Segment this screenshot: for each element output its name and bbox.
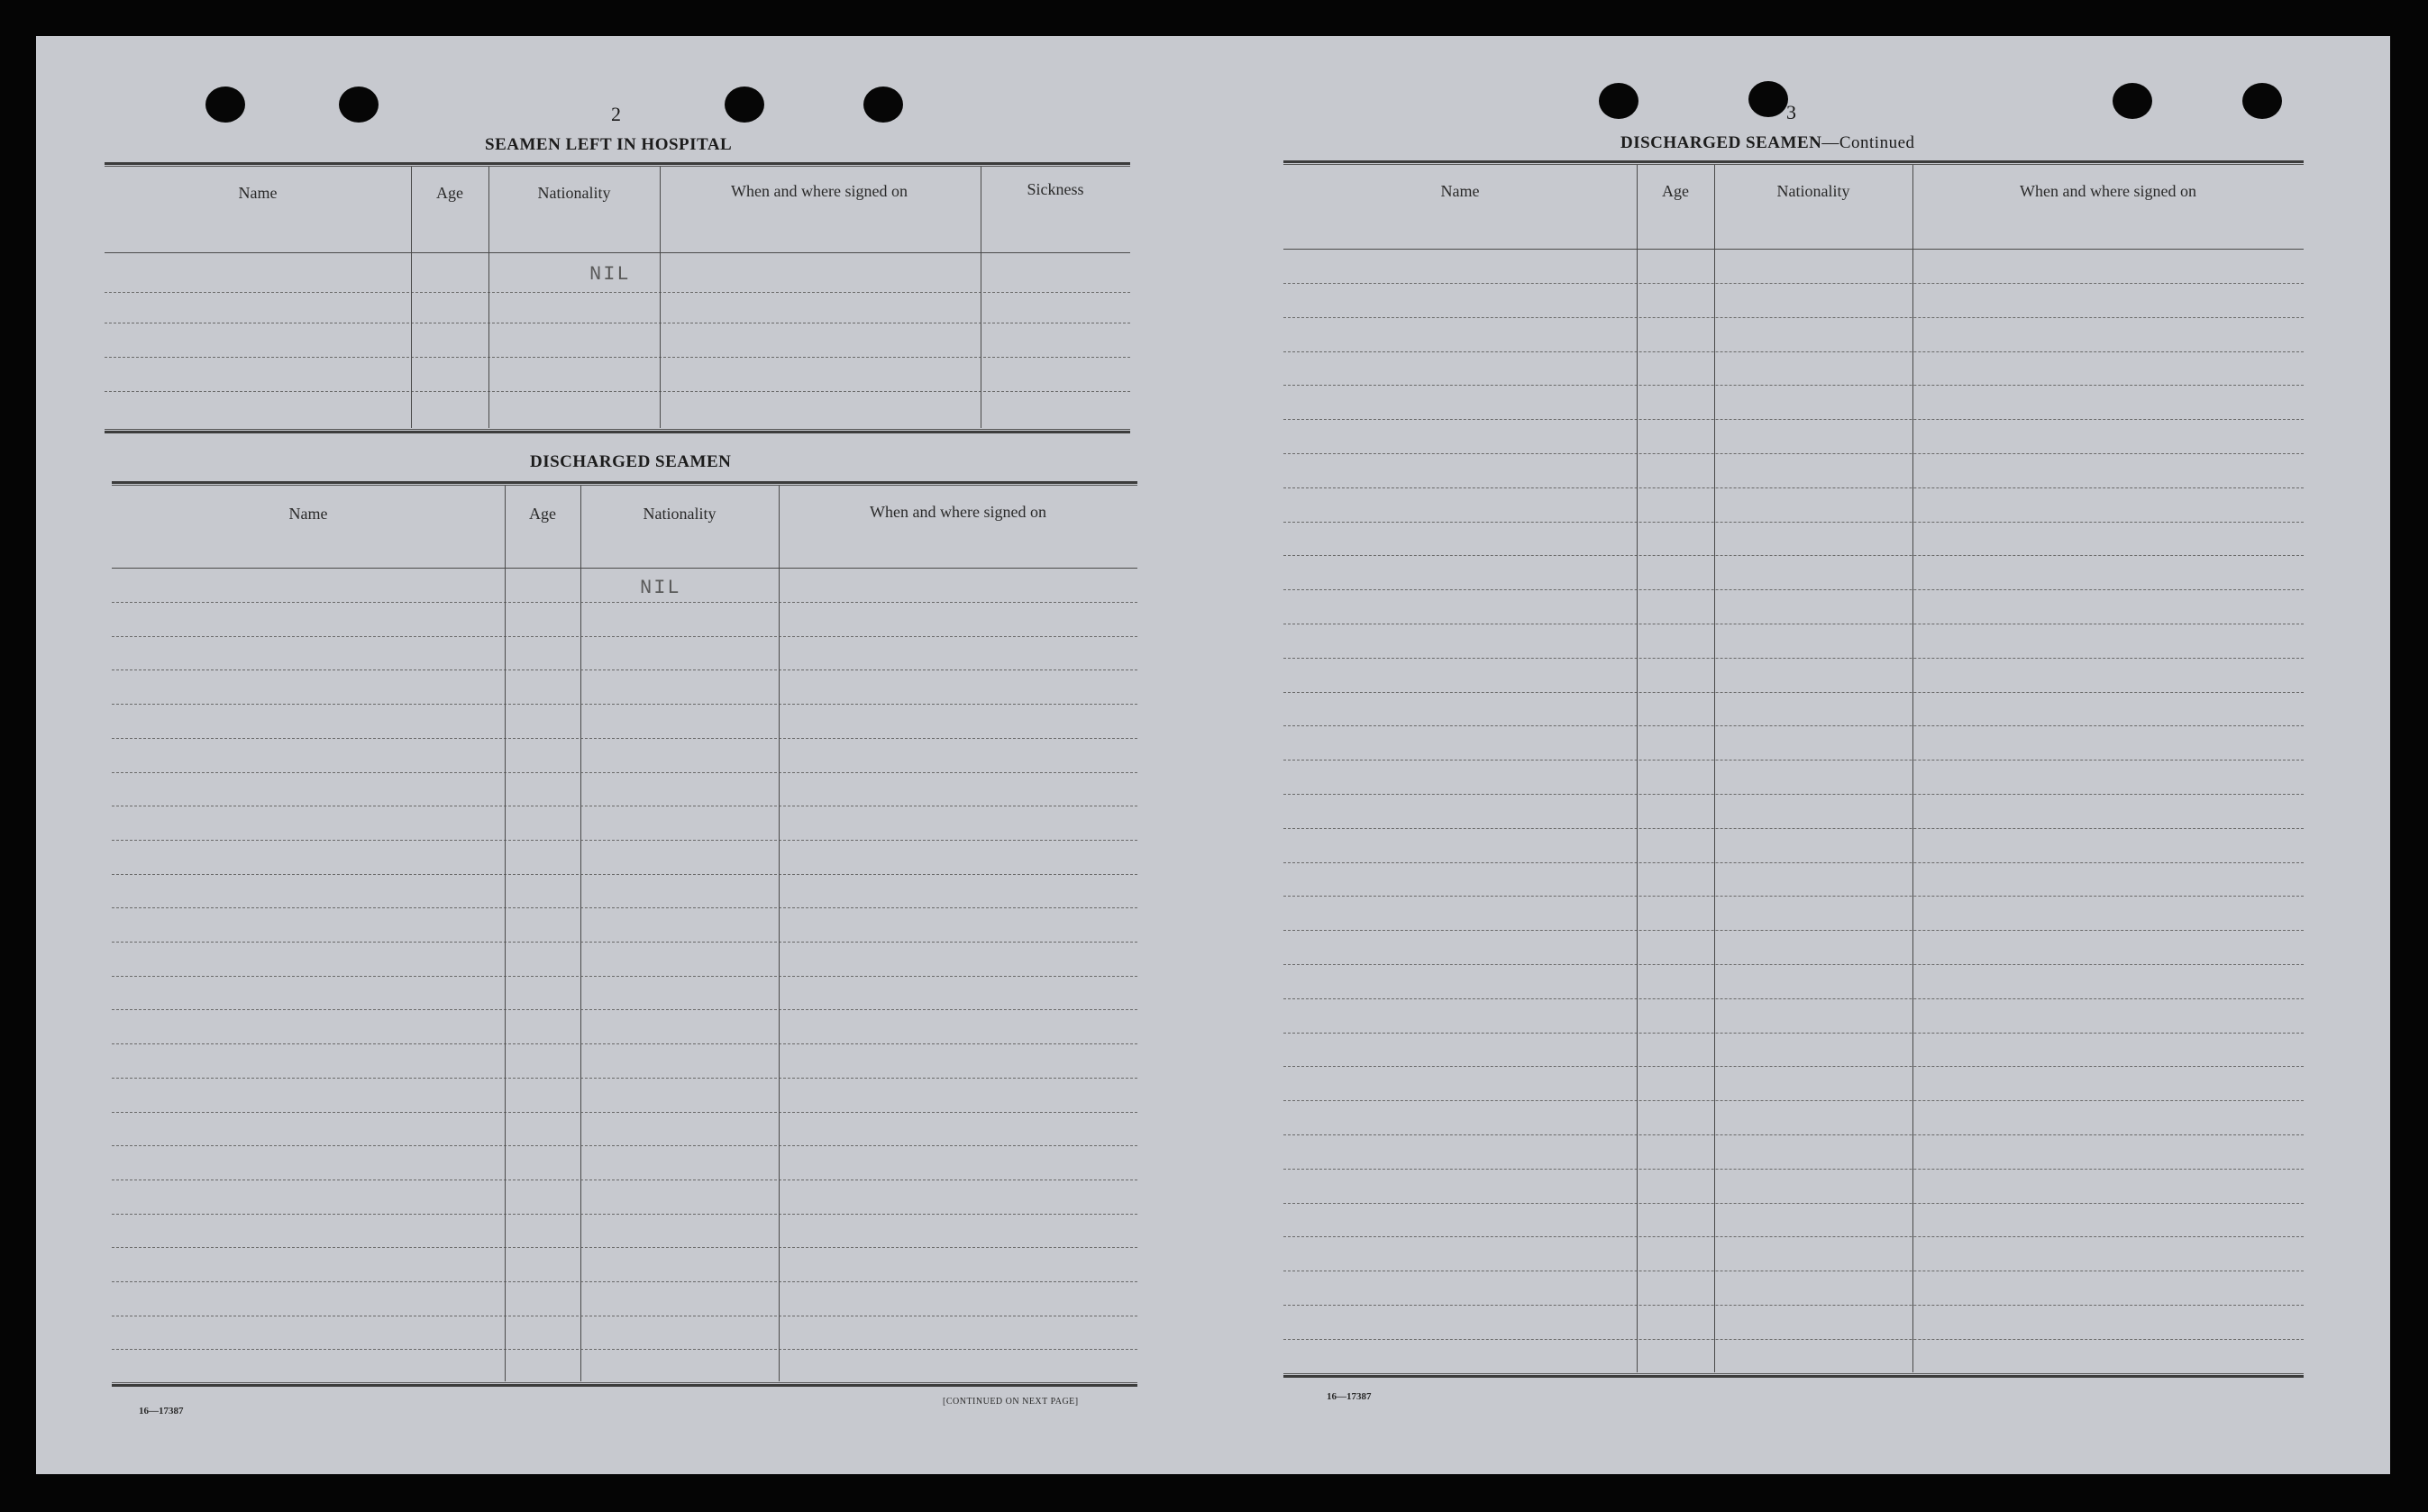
ruling-line [1283,998,2304,999]
ruling-line [1283,794,2304,795]
ruling-line [112,942,1137,943]
ruling-line [1283,692,2304,693]
ruling-line [1283,1305,2304,1306]
left-page [36,36,1213,1474]
ruling-line [112,907,1137,908]
ruling-line [1283,862,2304,863]
ruling-line [112,1009,1137,1010]
col-header-nationality: Nationality [1776,182,1850,200]
col-header-age: Age [529,505,556,523]
col-header-sickness: Sickness [1027,180,1084,198]
ruling-line [1283,1339,2304,1340]
ruling-line [1283,1100,2304,1101]
page-number: 2 [611,103,621,125]
ruling-line [112,602,1137,603]
col-header-name: Name [288,505,328,523]
col-header-age: Age [1662,182,1689,200]
ruling-line [112,636,1137,637]
ruling-line [1283,1134,2304,1135]
continued-note: [CONTINUED ON NEXT PAGE] [943,1397,1079,1407]
ruling-line [112,976,1137,977]
col-header-nationality: Nationality [643,505,717,523]
right-page [1213,36,2390,1474]
hospital-nil-entry: NIL [589,263,631,286]
col-header-signed-on: When and where signed on [731,182,908,200]
title-main: DISCHARGED SEAMEN [1620,133,1822,152]
ruling-line [112,1281,1137,1282]
ruling-line [1283,522,2304,523]
ruling-line [1283,351,2304,352]
hospital-table [105,162,1130,434]
ruling-line [1283,725,2304,726]
col-header-nationality: Nationality [537,184,611,202]
ruling-line [112,1214,1137,1215]
ruling-line [1283,419,2304,420]
ruling-line [112,669,1137,670]
title-suffix: —Continued [1821,133,1915,152]
ruling-line [1283,760,2304,761]
ruling-line [1283,828,2304,829]
ruling-line [112,840,1137,841]
ruling-line [1283,1203,2304,1204]
ruling-line [1283,1169,2304,1170]
ruling-line [112,772,1137,773]
document-sheet [36,36,2390,1474]
form-number: 16—17387 [139,1406,184,1416]
ruling-line [112,874,1137,875]
ruling-line [1283,930,2304,931]
discharged-nil-entry: NIL [640,577,681,599]
ruling-line [112,1247,1137,1248]
ruling-line [1283,964,2304,965]
page-number: 3 [1786,101,1796,123]
col-header-name: Name [1440,182,1480,200]
ruling-line [1283,658,2304,659]
ruling-line [1283,589,2304,590]
discharged-section-title: DISCHARGED SEAMEN [530,452,732,471]
ruling-line [1283,1236,2304,1237]
discharged-table [112,481,1137,1389]
ruling-line [1283,896,2304,897]
col-header-signed-on: When and where signed on [870,503,1046,521]
ruling-line [112,1043,1137,1044]
hospital-section-title: SEAMEN LEFT IN HOSPITAL [485,135,733,154]
col-header-name: Name [238,184,278,202]
ruling-line [112,704,1137,705]
col-header-signed-on: When and where signed on [2020,182,2196,200]
ruling-line [112,1078,1137,1079]
ruling-line [1283,1066,2304,1067]
ruling-line [1283,555,2304,556]
ruling-line [1283,283,2304,284]
ruling-line [1283,317,2304,318]
discharged-continued-title [1620,133,1915,153]
ruling-line [112,1145,1137,1146]
ruling-line [1283,385,2304,386]
form-number: 16—17387 [1327,1391,1372,1402]
discharged-continued-table [1283,160,2304,1384]
ruling-line [112,1112,1137,1113]
ruling-line [1283,1033,2304,1034]
ruling-line [1283,453,2304,454]
col-header-age: Age [436,184,463,202]
ruling-line [1283,487,2304,488]
ruling-line [112,1349,1137,1350]
ruling-line [112,738,1137,739]
